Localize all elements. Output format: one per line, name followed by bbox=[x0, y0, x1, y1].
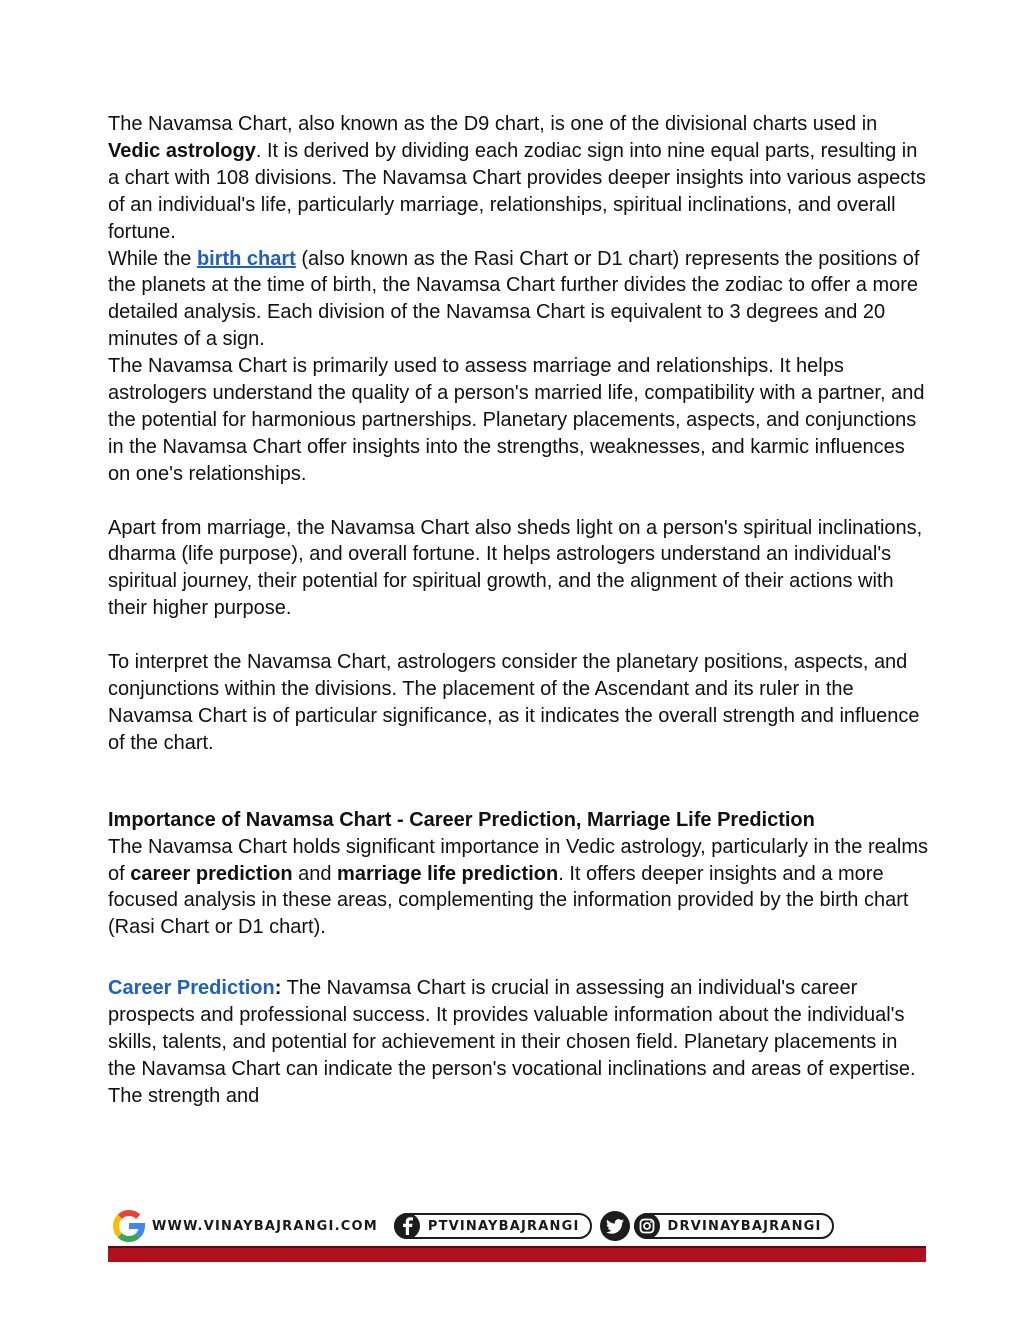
facebook-icon bbox=[394, 1213, 420, 1239]
career-prediction-link[interactable]: Career Prediction bbox=[108, 977, 275, 1000]
paragraph-intro: The Navamsa Chart, also known as the D9 chart, is one of the divisional charts used in Vedic astrology. It is derived by dividing each zodiac sign into nine equal parts, resulting in a chart with 108 divisions. The Navamsa Chart provides deeper insights into various aspects of an individual's life, particularly marriage, relationships, spiritual inclinations, and overall fortune. bbox=[108, 113, 926, 243]
social-handle: DRVINAYBAJRANGI bbox=[667, 1218, 822, 1234]
footer-red-bar bbox=[108, 1248, 926, 1262]
bold-career-prediction: career prediction bbox=[130, 862, 293, 885]
section-heading: Importance of Navamsa Chart - Career Prediction, Marriage Life Prediction bbox=[108, 808, 815, 831]
instagram-icon bbox=[634, 1213, 660, 1239]
paragraph-importance: The Navamsa Chart holds significant importance in Vedic astrology, particularly in the realms of career prediction and marriage life prediction. It offers deeper insights and a more focused analysis in these areas, complementing the information provided by the birth chart (Rasi Chart or D1 chart). bbox=[108, 835, 928, 939]
paragraph-spiritual: Apart from marriage, the Navamsa Chart also sheds light on a person's spiritual inclinations, dharma (life purpose), and overall fortune. It helps astrologers understand an individual's spiritual journey, their potential for spiritual growth, and the alignment of their actions with their higher purpose. bbox=[108, 516, 923, 620]
paragraph-birth-chart: While the birth chart (also known as the Rasi Chart or D1 chart) represents the positions of the planets at the time of birth, the Navamsa Chart further divides the zodiac to offer a more detailed analysis. Each division of the Navamsa Chart is equivalent to 3 degrees and 20 minutes of a sign. bbox=[108, 247, 920, 351]
document-body bbox=[108, 111, 928, 1110]
paragraph-marriage: The Navamsa Chart is primarily used to assess marriage and relationships. It helps astrologers understand the quality of a person's married life, compatibility with a partner, and the potential for harmonious partnerships. Planetary placements, aspects, and conjunctions in the Navamsa Chart offer insights into the strengths, weaknesses, and karmic influences on one's relationships. bbox=[108, 355, 925, 485]
twitter-icon[interactable] bbox=[600, 1211, 630, 1241]
bold-vedic-astrology: Vedic astrology bbox=[108, 139, 256, 162]
footer-banner bbox=[108, 1206, 926, 1262]
facebook-handle: PTVINAYBAJRANGI bbox=[427, 1218, 580, 1234]
paragraph-career: Career Prediction: The Navamsa Chart is crucial in assessing an individual's career prospects and professional success. It provides valuable information about the individual's skills, talents, and potential for achievement in their chosen field. Planetary placements in the Navamsa Chart can indicate the person's vocational inclinations and areas of expertise. The strength and bbox=[108, 977, 916, 1107]
bold-marriage-life-prediction: marriage life prediction bbox=[337, 862, 559, 885]
facebook-pill[interactable] bbox=[394, 1213, 592, 1239]
google-icon bbox=[112, 1209, 146, 1243]
paragraph-interpret: To interpret the Navamsa Chart, astrologers consider the planetary positions, aspects, and conjunctions within the divisions. The placement of the Ascendant and its ruler in the Navamsa Chart is of particular significance, as it indicates the overall strength and influence of the chart. bbox=[108, 651, 920, 754]
birth-chart-link[interactable]: birth chart bbox=[196, 247, 296, 270]
website-link[interactable]: WWW.VINAYBAJRANGI.COM bbox=[152, 1218, 378, 1234]
footer-social-row bbox=[108, 1206, 926, 1246]
instagram-pill[interactable] bbox=[634, 1213, 834, 1239]
